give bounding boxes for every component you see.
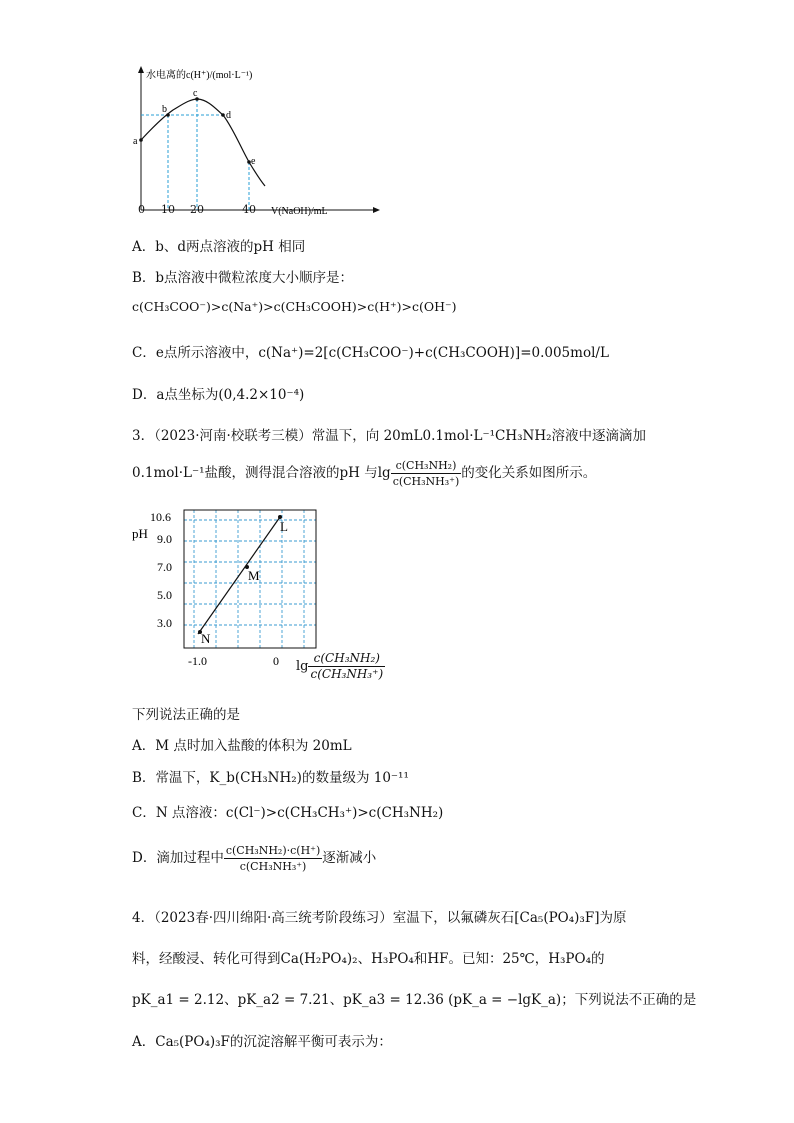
q2-option-d: D．a点坐标为(0,4.2×10⁻⁴) [132, 387, 305, 403]
y-axis-label: 水电离的c(H⁺)/(mol·L⁻¹) [146, 70, 253, 81]
q3-frac-den: c(CH₃NH₃⁺) [392, 475, 460, 488]
x-tick-40-label: 40 [242, 203, 256, 216]
x-tick-0: 0 [273, 654, 279, 668]
q3-ratio-fraction [391, 458, 462, 489]
label-N: N [201, 631, 211, 646]
y-tick-9.0: 9.0 [157, 532, 172, 546]
q2-option-b-expression: c(CH₃COO⁻)>c(Na⁺)>c(CH₃COOH)>c(H⁺)>c(OH⁻) [132, 299, 457, 314]
point-a [139, 138, 143, 142]
q3-option-d-num: c(CH₃NH₂)·c(H⁺) [225, 844, 321, 857]
q3-option-c: C．N 点溶液：c(Cl⁻)>c(CH₃CH₃⁺)>c(CH₃NH₂) [132, 805, 444, 821]
q4-option-a: A．Ca₅(PO₄)₃F的沉淀溶解平衡可表示为： [132, 1034, 392, 1050]
y-tick-7.0: 7.0 [157, 560, 172, 574]
q4-stem-line2: 料，经酸浸、转化可得到Ca(H₂PO₄)₂、H₃PO₄和HF。已知：25℃，H₃PO₄的 [132, 951, 605, 967]
q2-option-b: B．b点溶液中微粒浓度大小顺序是： [132, 270, 354, 286]
q4-stem-line1: 4．（2023春·四川绵阳·高三统考阶段练习）室温下，以氟磷灰石[Ca₅(PO₄)₃F]为原 [132, 910, 627, 926]
x-tick-0-label: 0 [138, 203, 145, 216]
y-tick-3.0: 3.0 [157, 616, 172, 630]
point-d [221, 113, 225, 117]
q3-stem-line2 [132, 458, 596, 489]
chart-water-ionization [128, 62, 388, 222]
q3-frac-num: c(CH₃NH₂) [391, 458, 462, 474]
label-c: c [193, 88, 198, 99]
chart2-x-axis-label [296, 651, 385, 682]
y-tick-10.6: 10.6 [150, 510, 171, 524]
y-tick-5.0: 5.0 [157, 588, 172, 602]
ionization-curve [141, 99, 265, 186]
q3-stem-line2-pre: 0.1mol·L⁻¹盐酸，测得混合溶液的pH 与 [132, 465, 378, 481]
q3-lg: lg [377, 465, 391, 481]
label-a: a [133, 136, 138, 147]
label-d: d [226, 110, 231, 121]
x-tick-20-label: 20 [190, 203, 204, 216]
x-axis-label: V(NaOH)/mL [271, 206, 328, 217]
q2-option-c: C．e点所示溶液中，c(Na⁺)=2[c(CH₃COO⁻)+c(CH₃COOH)]=0.005mol/L [132, 345, 609, 361]
q3-option-d-fraction [224, 843, 322, 874]
y-axis-arrow [138, 66, 144, 73]
chart2-xlabel-lg: lg [296, 659, 309, 674]
label-b: b [162, 104, 167, 115]
q3-option-d-pre: D．滴加过程中 [132, 850, 224, 866]
q3-option-d [132, 843, 376, 874]
q3-option-d-post: 逐渐减小 [322, 850, 377, 866]
label-L: L [280, 519, 288, 534]
q3-option-b: B．常温下，K_b(CH₃NH₂)的数量级为 10⁻¹¹ [132, 770, 409, 786]
q3-stem-line2-post: 的变化关系如图所示。 [461, 465, 597, 481]
label-e: e [251, 156, 256, 167]
q2-option-a: A．b、d两点溶液的pH 相同 [132, 239, 306, 255]
trend-line [198, 517, 280, 634]
q3-stem-line1: 3．（2023·河南·校联考三模）常温下，向 20mL0.1mol·L⁻¹CH₃NH₂溶液中逐滴滴加 [132, 428, 647, 444]
chart2-xlabel-fraction [308, 651, 385, 682]
chart2-xlabel-den: c(CH₃NH₃⁺) [310, 667, 384, 681]
x-axis-arrow [373, 207, 380, 213]
chart2-xlabel-num: c(CH₃NH₂) [308, 651, 385, 667]
y-axis-label: pH [132, 526, 148, 541]
q4-stem-line3: pK_a1 = 2.12、pK_a2 = 7.21、pK_a3 = 12.36 (pK_a = −lgK_a)；下列说法不正确的是 [132, 992, 697, 1008]
label-M: M [248, 568, 260, 583]
q3-prompt: 下列说法正确的是 [132, 707, 240, 723]
x-tick-neg1: -1.0 [188, 654, 207, 668]
q3-option-d-den: c(CH₃NH₃⁺) [239, 860, 307, 873]
q3-option-a: A．M 点时加入盐酸的体积为 20mL [132, 738, 352, 754]
x-tick-10-label: 10 [161, 203, 175, 216]
